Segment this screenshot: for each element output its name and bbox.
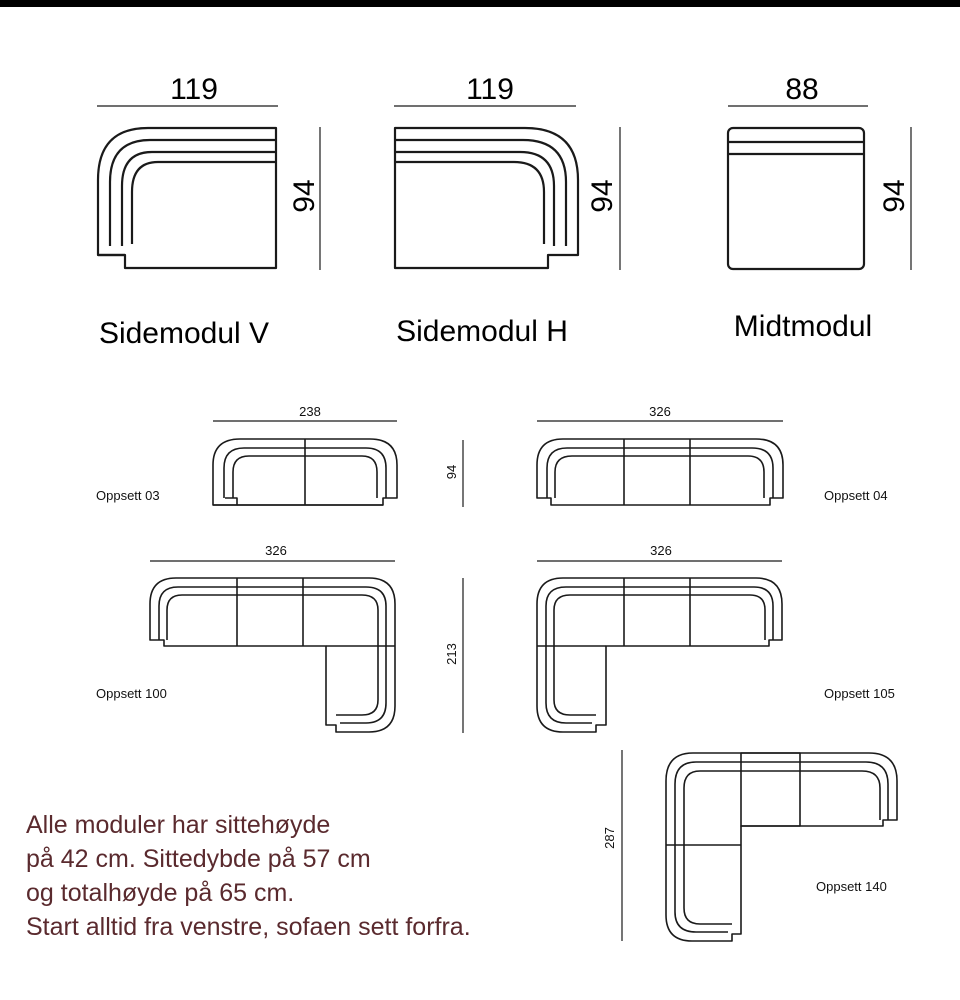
shape-oppsett-04	[537, 439, 783, 505]
depth-label-midtmodul: 94	[878, 179, 911, 213]
depth-label-sidemodul-h: 94	[586, 179, 619, 213]
module-midtmodul	[728, 73, 911, 343]
depth-label-row1: 94	[444, 464, 459, 480]
label-oppsett-100: Oppsett 100	[96, 686, 167, 701]
setup-oppsett-100	[96, 543, 395, 732]
width-label-oppsett-105: 326	[650, 543, 672, 558]
label-oppsett-140: Oppsett 140	[816, 879, 887, 894]
note-line-1: Alle moduler har sittehøyde	[26, 811, 331, 839]
shape-oppsett-100	[150, 578, 395, 732]
shape-sidemodul-v	[98, 128, 276, 268]
module-name-sidemodul-h: Sidemodul H	[396, 315, 568, 348]
shared-depth-row1	[444, 440, 463, 507]
width-label-oppsett-100: 326	[265, 543, 287, 558]
module-name-sidemodul-v: Sidemodul V	[98, 317, 270, 350]
shared-depth-row2	[444, 578, 463, 733]
module-name-midtmodul: Midtmodul	[733, 310, 873, 343]
setup-oppsett-03	[96, 404, 397, 505]
setup-oppsett-105	[537, 543, 895, 732]
depth-label-sidemodul-v: 94	[288, 179, 321, 213]
shape-sidemodul-h	[395, 128, 578, 268]
label-oppsett-105: Oppsett 105	[824, 686, 895, 701]
label-oppsett-04: Oppsett 04	[824, 488, 888, 503]
shape-oppsett-140	[666, 753, 897, 941]
note-line-2: på 42 cm. Sittedybde på 57 cm	[26, 845, 371, 873]
depth-label-row2: 213	[444, 643, 459, 665]
note-line-4: Start alltid fra venstre, sofaen sett forfra.	[26, 913, 471, 941]
width-label-oppsett-03: 238	[299, 404, 321, 419]
width-label-sidemodul-v: 119	[170, 73, 218, 106]
width-label-sidemodul-h: 119	[466, 73, 514, 106]
note-line-3: og totalhøyde på 65 cm.	[26, 879, 295, 907]
setup-oppsett-140	[602, 750, 897, 941]
module-sidemodul-v	[97, 73, 321, 350]
width-label-midtmodul: 88	[785, 73, 819, 106]
module-sidemodul-h	[394, 73, 620, 348]
shape-oppsett-105	[537, 578, 782, 732]
shape-midtmodul	[728, 128, 864, 269]
shape-oppsett-03	[213, 439, 397, 505]
info-note	[26, 808, 546, 944]
label-oppsett-03: Oppsett 03	[96, 488, 160, 503]
setup-oppsett-04	[537, 404, 888, 505]
width-label-oppsett-04: 326	[649, 404, 671, 419]
depth-label-oppsett-140: 287	[602, 827, 617, 849]
